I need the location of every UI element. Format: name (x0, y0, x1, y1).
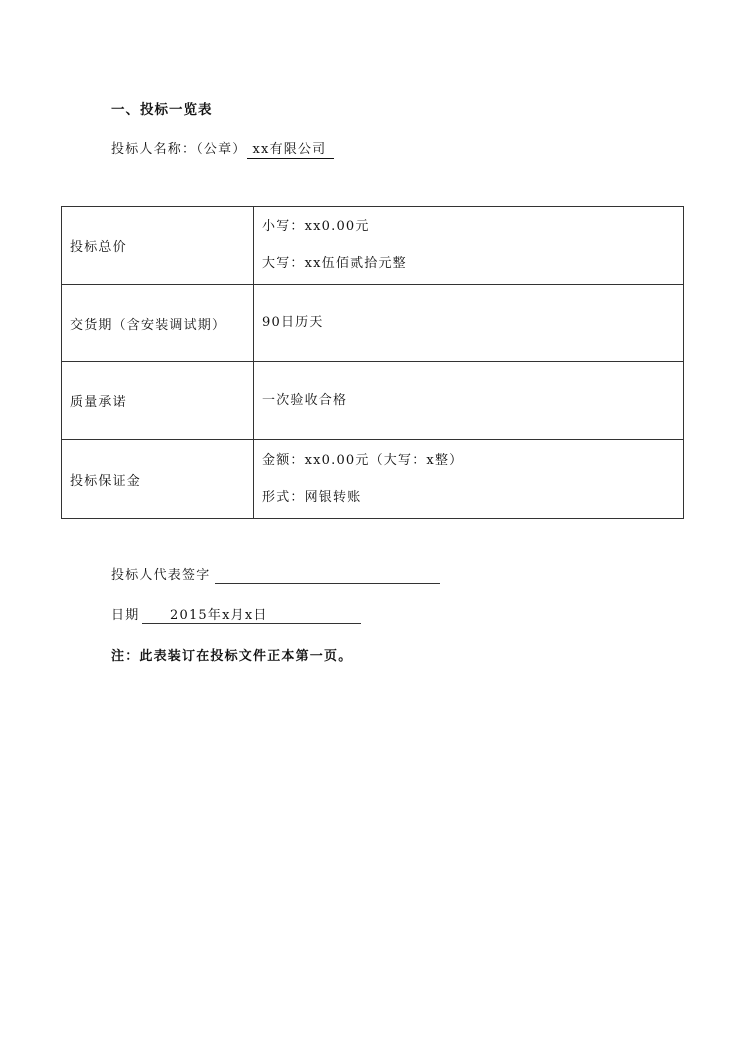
row-value (254, 285, 684, 362)
date-label: 日期 (111, 608, 140, 623)
table-row (62, 362, 684, 440)
section-heading: 一、投标一览表 (111, 102, 213, 118)
table-row (62, 440, 684, 519)
binding-note: 注：此表装订在投标文件正本第一页。 (111, 649, 353, 664)
row-value (254, 440, 684, 519)
row-label: 交货期（含安装调试期） (62, 285, 254, 362)
value-line: 小写：xx0.00元 (262, 219, 370, 234)
bidder-label: 投标人名称：（公章） (111, 142, 247, 157)
value-line: 一次验收合格 (262, 392, 348, 408)
date-value: 2015年x月x日 (170, 608, 268, 623)
row-label: 投标保证金 (62, 440, 254, 519)
row-value (254, 362, 684, 440)
table-row (62, 207, 684, 285)
bidder-name: xx有限公司 (247, 142, 335, 159)
row-label: 质量承诺 (62, 362, 254, 440)
signature-label: 投标人代表签字 (111, 568, 211, 583)
date-line (142, 623, 361, 624)
bidder-line (111, 138, 334, 159)
value-line: 金额：xx0.00元（大写：x整） (262, 452, 464, 468)
row-value (254, 207, 684, 285)
value-line: 90日历天 (262, 315, 324, 330)
signature-line (215, 583, 440, 584)
table-row (62, 285, 684, 362)
bid-summary-table (61, 206, 684, 519)
value-line: 大写：xx伍佰贰拾元整 (262, 256, 407, 271)
row-label: 投标总价 (62, 207, 254, 285)
value-line: 形式：网银转账 (262, 489, 362, 505)
